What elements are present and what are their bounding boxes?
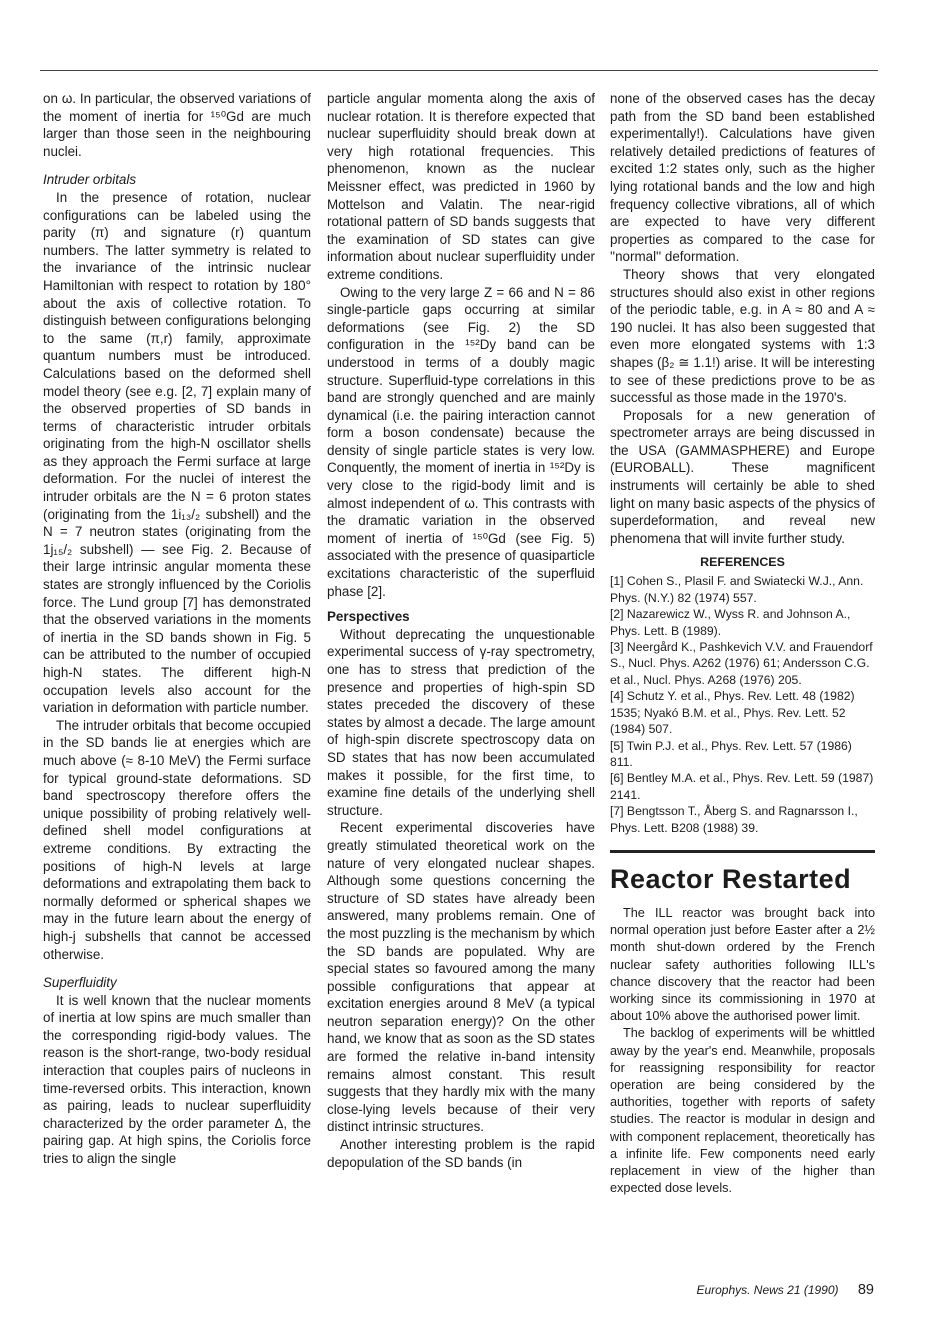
column-3 (610, 90, 875, 1197)
reference-item: [3] Neergård K., Pashkevich V.V. and Frauendorf S., Nucl. Phys. A262 (1976) 61; Andersson C.G. et al., Nucl. Phys. A268 (1976) 205. (610, 640, 873, 687)
paragraph: In the presence of rotation, nuclear configurations can be labeled using the parity (π) and signature (r) quantum numbers. The latter symmetry is related to the invariance of the intrinsic nuclear Hamiltonian with respect to rotation by 180° about the axis of collective rotation. To distinguish between configurations belonging to the same (π,r) family, approximate quantum numbers must be introduced. Calculations based on the deformed shell model theory (see e.g. [2, 7] explain many of the observed properties of SD bands in terms of characteristic intruder orbitals originating from the high-N oscillator shells as they approach the Fermi surface at large deformation. For the nuclei of interest the intruder orbitals are the N = 6 proton states (originating from the 1i₁₃/₂ subshell) and the N = 7 neutron states (originating from the 1j₁₅/₂ subshell) — see Fig. 2. Because of their large intrinsic angular momenta these states are strongly influenced by the Coriolis force. The Lund group [7] has demonstrated that the observed variations in the moments of inertia in the SD bands shown in Fig. 5 can be attributed to the number of occupied high-N states. The different high-N occupation levels also account for the variation in deformation with particle number. (43, 189, 311, 716)
paragraph: Without deprecating the unquestionable experimental success of γ-ray spectrometry, one has to stress that prediction of the presence and properties of high-spin SD states preceded the discovery of these states by almost a decade. The large amount of high-spin discrete spectroscopy data on SD states that has now been accumulated makes it possible, for the first time, to examine fine details of the underlying shell structure. (327, 626, 595, 818)
reference-item: [6] Bentley M.A. et al., Phys. Rev. Lett. 59 (1987) 2141. (610, 771, 874, 802)
paragraph: Owing to the very large Z = 66 and N = 86 single-particle gaps occurring at similar deformations (see Fig. 2) the SD configuration in the ¹⁵²Dy band can be understood in terms of a doubly magic structure. Superfluid-type correlations in this band are strongly quenched and are mainly dynamical (i.e. the pairing interaction cannot form a boson condensate) because the density of single particle states is very low. Conquently, the moment of inertia in ¹⁵²Dy is very close to the rigid-body limit and is almost independent of ω. This contrasts with the dramatic variation in the observed moment of inertia of ¹⁵⁰Gd (see Fig. 5) associated with the presence of quasiparticle excitations characteristic of the superfluid phase [2]. (327, 284, 595, 599)
top-rule (40, 70, 878, 71)
paragraph: The backlog of experiments will be whittled away by the year's end. Meanwhile, proposals for reassigning responsibility for reactor operation are being considered by the authorities, together with reports of safety studies. The reactor is modular in design and with component replacement, theoretically has a infinite life. Few components need early replacement in view of the higher than expected dose levels. (610, 1026, 875, 1196)
paragraph: Recent experimental discoveries have greatly stimulated theoretical work on the nature of very elongated nuclear shapes. Although some questions concerning the structure of SD states have already been answered, many problems remain. One of the most puzzling is the mechanism by which the SD bands are populated. Why are special states so favoured among the many possible configurations that appear at excitation energies around 8 MeV (a typical neutron separation energy)? On the other hand, we know that as soon as the SD states are formed the relative in-band intensity remains almost constant. This result suggests that they hardly mix with the many close-lying levels because of their very distinct intrinsic structures. (327, 820, 595, 1135)
paragraph: The ILL reactor was brought back into normal operation just before Easter after a 2½ month shut-down ordered by the French nuclear safety authorities following ILL's chance discovery that the reactor had been working since its commissioning in 1970 at about 10% above the authorised power limit. (610, 905, 875, 1024)
journal-citation: Europhys. News 21 (1990) (696, 1283, 839, 1297)
news-body (610, 905, 875, 1197)
reference-item: [1] Cohen S., Plasil F. and Swiatecki W.J., Ann. Phys. (N.Y.) 82 (1974) 557. (610, 574, 864, 605)
references-heading: REFERENCES (700, 555, 785, 570)
reference-list (610, 573, 875, 836)
news-divider (610, 850, 875, 853)
paragraph: The intruder orbitals that become occupied in the SD bands lie at energies which are much above (≈ 8-10 MeV) the Fermi surface for typical ground-state deformations. SD band spectroscopy therefore offers the unique possibility of probing relatively well-defined shell model configurations at extreme conditions. By extracting the positions of high-N levels at large deformations and extrapolating them back to normally deformed or spherical shapes we may in the future learn about the energy of high-j subshells that cannot be accessed otherwise. (43, 717, 311, 962)
column-1 (43, 90, 311, 1168)
paragraph: particle angular momenta along the axis of nuclear rotation. It is therefore expected that nuclear superfluidity should break down at very high rotational frequencies. This phenomenon, known as the nuclear Meissner effect, was predicted in 1960 by Mottelson and Valatin. The near-rigid rotational pattern of SD bands suggests that the examination of SD states can give information about nuclear superfluidity under extreme conditions. (327, 91, 595, 282)
page-number: 89 (857, 1282, 874, 1298)
paragraph: Another interesting problem is the rapid depopulation of the SD bands (in (327, 1137, 595, 1170)
paragraph: on ω. In particular, the observed variations of the moment of inertia for ¹⁵⁰Gd are much larger than those seen in the neighbouring nuclei. (43, 91, 311, 159)
reference-item: [4] Schutz Y. et al., Phys. Rev. Lett. 48 (1982) 1535; Nyakó B.M. et al., Phys. Rev. Lett. 52 (1984) 507. (610, 689, 855, 737)
section-heading-superfluidity: Superfluidity (43, 975, 117, 991)
section-heading-intruder-orbitals: Intruder orbitals (43, 172, 137, 188)
paragraph: none of the observed cases has the decay path from the SD band been established experimentally!). Calculations have given relatively detailed predictions of features of excited 1:2 states only, such as the higher lying rotational bands and the low and high frequency collective vibrations, all of which are expected to have very different properties as compared to the case for ''normal'' deformation. (610, 91, 875, 265)
reference-item: [2] Nazarewicz W., Wyss R. and Johnson A., Phys. Lett. B (1989). (610, 607, 851, 638)
reference-item: [5] Twin P.J. et al., Phys. Rev. Lett. 57 (1986) 811. (610, 738, 852, 769)
paragraph: It is well known that the nuclear moments of inertia at low spins are much smaller than the corresponding rigid-body values. The reason is the short-range, two-body residual interaction that couples pairs of nucleons in time-reversed orbits. This interaction, known as pairing, leads to nuclear superfluidity characterized by the order parameter Δ, the pairing gap. At high spins, the Coriolis force tries to align the single (43, 992, 311, 1167)
reference-item: [7] Bengtsson T., Åberg S. and Ragnarsson I., Phys. Lett. B208 (1988) 39. (610, 804, 858, 835)
paragraph: Proposals for a new generation of spectrometer arrays are being discussed in the USA (GAMMASPHERE) and Europe (EUROBALL). These magnificent instruments will certainly be able to shed light on many basic aspects of the physics of superdeformation, and reveal new phenomena that will invite further study. (610, 407, 875, 546)
section-heading-perspectives: Perspectives (327, 609, 410, 625)
news-headline: Reactor Restarted (610, 863, 852, 894)
column-2 (327, 90, 595, 1171)
page-footer (696, 1282, 874, 1298)
paragraph: Theory shows that very elongated structures should also exist in other regions of the periodic table, e.g. in A ≈ 80 and A ≈ 190 nuclei. It has also been suggested that even more elongated systems with 1:3 shapes (β₂ ≅ 1.1!) arise. It will be interesting to see of these predictions prove to be as successful as those made in the 1970's. (610, 266, 875, 406)
